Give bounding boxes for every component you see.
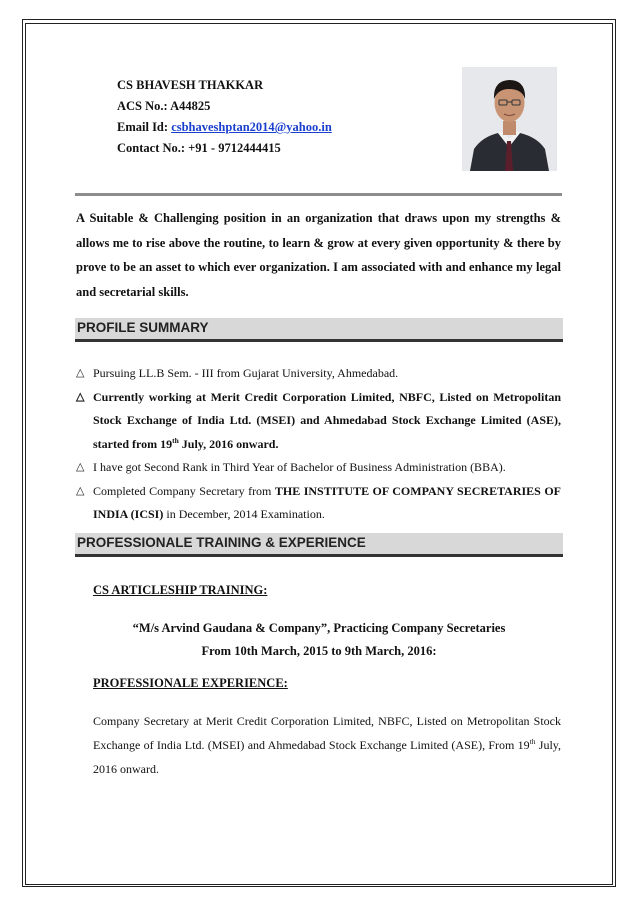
triangle-icon: △: [76, 484, 85, 497]
experience-sup: th: [529, 737, 536, 746]
triangle-icon: △: [76, 390, 85, 403]
profile-summary-heading: PROFILE SUMMARY: [77, 320, 209, 335]
experience-text-a: Company Secretary at Merit Credit Corporation Limited, NBFC, Listed on Metropolitan Stock Exchange of India Ltd. (MSEI) and Ahmedabad Stock Exchange Limited (ASE), From 19: [93, 714, 561, 752]
profile-item-2b: July, 2016 onward.: [178, 436, 279, 451]
triangle-icon: △: [76, 367, 85, 379]
acs-number: ACS No.: A44825: [117, 99, 211, 113]
email-link[interactable]: csbhaveshptan2014@yahoo.in: [171, 120, 332, 134]
section-heading-profile: [75, 318, 563, 342]
profile-item-2a: Currently working at Merit Credit Corporation Limited, NBFC, Listed on Metropolitan Stock Exchange of India Ltd. (MSEI) and Ahmedabad Stock Exchange Limited (ASE), started from 19: [93, 389, 561, 451]
profile-item-4c: in December, 2014 Examination.: [163, 507, 325, 521]
articleship-firm: “M/s Arvind Gaudana & Company”, Practicing Company Secretaries: [132, 621, 506, 635]
profile-photo: [462, 67, 557, 171]
list-item: [76, 386, 561, 457]
profile-item-3: I have got Second Rank in Third Year of Bachelor of Business Administration (BBA).: [93, 460, 506, 474]
email-label: Email Id:: [117, 120, 172, 134]
profile-list: [76, 362, 561, 527]
candidate-name: CS BHAVESH THAKKAR: [117, 78, 264, 92]
contact-header: [117, 75, 332, 159]
experience-heading: PROFESSIONALE EXPERIENCE:: [93, 676, 288, 690]
profile-item-4b: THE INSTITUTE OF COMPANY SECRETARIES OF INDIA (ICSI): [93, 483, 562, 521]
header-divider: [75, 193, 562, 196]
triangle-icon: △: [76, 461, 85, 473]
training-heading: PROFESSIONALE TRAINING & EXPERIENCE: [77, 535, 366, 550]
list-item: [76, 480, 561, 527]
experience-text: [93, 709, 561, 781]
list-item: [76, 362, 561, 386]
articleship-period: From 10th March, 2015 to 9th March, 2016:: [201, 644, 437, 658]
section-heading-training: [75, 533, 563, 557]
email-line: [117, 117, 332, 138]
profile-item-2-sup: th: [172, 435, 179, 445]
list-item: [76, 456, 561, 480]
career-objective: A Suitable & Challenging position in an organization that draws upon my strengths & allows me to rise above the routine, to learn & grow at every given opportunity & there by prove to be an asset to which ever organization. I am associated with and enhance my legal and secretarial skills.: [76, 211, 561, 299]
profile-item-4a: Completed Company Secretary from: [93, 483, 275, 498]
experience-text-b: July, 2016 onward.: [93, 738, 561, 776]
contact-number: Contact No.: +91 - 9712444415: [117, 141, 281, 155]
articleship-heading: CS ARTICLESHIP TRAINING:: [93, 583, 268, 597]
profile-item-1: Pursuing LL.B Sem. - III from Gujarat University, Ahmedabad.: [93, 366, 399, 380]
